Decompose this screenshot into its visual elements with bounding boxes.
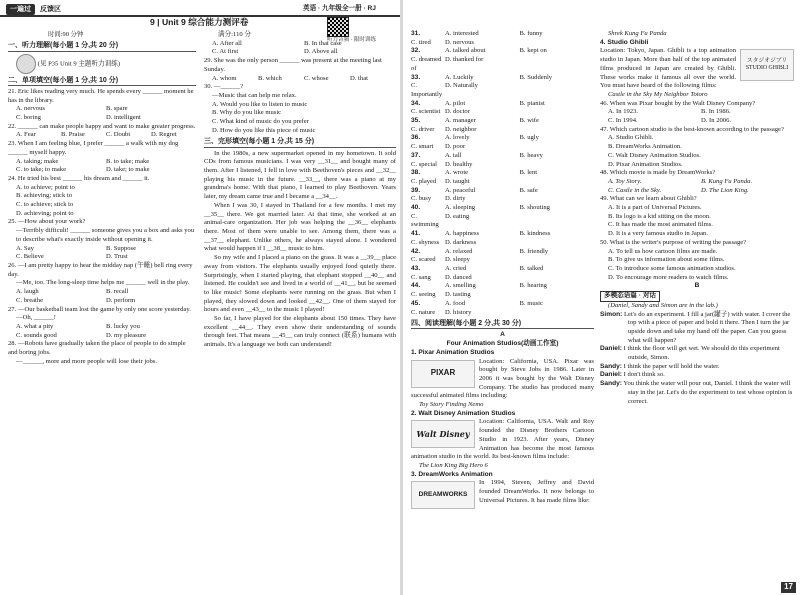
choice-number: 44. <box>411 282 421 290</box>
question-23: 23. When I am feeling blue, I prefer ______ a walk with my dog ______ myself happy. <box>8 140 179 156</box>
choice-option: C. played <box>411 177 437 185</box>
question-46: 46. When was Pixar bought by the Walt Disney Company? <box>600 99 756 107</box>
answer-option: B. Kung Fu Panda. <box>701 177 753 185</box>
question-49: 49. What can we learn about Ghibli? <box>600 195 697 203</box>
pixar-logo: PIXAR <box>411 360 475 388</box>
choice-number: 33. <box>411 73 421 81</box>
ghibli-logo: スタジオジブリ STUDIO GHIBLI <box>740 49 794 81</box>
cloze-choice-row <box>411 169 594 186</box>
choice-option: D. danced <box>445 273 472 281</box>
unit-title: 9 | Unit 9 综合能力测评卷 <box>150 17 249 27</box>
subject-label: 英语 · 九年级全一册 · RJ <box>303 5 376 12</box>
choice-option: A. cried <box>445 264 467 272</box>
answer-option: A. to achieve; point to <box>16 183 75 191</box>
listening-icon <box>16 54 36 74</box>
choice-option: C. dreamed of <box>411 56 442 72</box>
answer-option: C. Castle in the Sky. <box>608 186 662 194</box>
choice-number: 38. <box>411 169 421 177</box>
cloze-choice-row <box>411 117 594 134</box>
dialogue-line <box>600 380 794 406</box>
answer-option: A. Studio Ghibli. <box>608 134 654 142</box>
choice-option: B. lent <box>519 169 538 177</box>
answer-option: C. to achieve; stick to <box>16 201 74 209</box>
choice-number: 43. <box>411 264 421 272</box>
answer-option: D. To encourage more readers to watch films. <box>608 273 729 281</box>
answer-option: A. what a pity <box>16 322 54 330</box>
choice-option: D. thanked for <box>445 56 484 64</box>
question-50: 50. What is the writer's purpose of writing the passage? <box>600 238 747 246</box>
choice-number: 31. <box>411 30 421 37</box>
choice-option: C. swimming <box>411 212 439 229</box>
cloze-choice-row <box>411 74 594 100</box>
question-28: 28. —Robots have gradually taken the place of people to do simple and boring jobs. <box>8 340 186 357</box>
choice-option: B. friendly <box>519 247 549 255</box>
choice-number: 40. <box>411 204 421 212</box>
cloze-choice-row <box>411 187 594 204</box>
answer-option: C. Believe <box>16 253 44 261</box>
choice-number: 42. <box>411 247 421 255</box>
section-reading: 四、阅读理解(每小题 2 分,共 30 分) <box>411 319 594 329</box>
question-47: 47. Which cartoon studio is the best-known according to the passage? <box>600 125 784 133</box>
answer-option: D. perform <box>106 296 136 304</box>
choice-option: A. peaceful <box>445 186 476 194</box>
disney-heading: 2. Walt Disney Animation Studios <box>411 409 516 417</box>
dreamworks-films: Shrek Kung Fu Panda <box>608 30 667 37</box>
choice-option: A. pilot <box>445 99 466 107</box>
answer-option: B. achieving; stick to <box>16 192 73 200</box>
choice-option: A. lovely <box>445 134 470 142</box>
choice-number: 32. <box>411 47 421 55</box>
choice-option: B. heavy <box>519 151 543 159</box>
speaker-line: Let's do an experiment. I fill a jar(罐子) with water. I cover the top with a piece of paper and hold it there. Then I turn the jar upside down and take my hand off the paper. Can you guess what will happen? <box>624 310 791 344</box>
dialogue-line <box>600 345 794 362</box>
answer-option: B. DreamWorks Animation. <box>608 143 682 151</box>
answer-option: A. Toy Story. <box>608 177 642 185</box>
choice-option: D. healthy <box>445 160 473 168</box>
speaker-line: You think the water will pour out, Daniel. I think the water will stay in the jar. Let's do the experiment to test whose opinion is correct. <box>623 380 793 405</box>
choice-option: B. shouting <box>519 204 550 212</box>
question-30: 30. —______? <box>204 83 244 91</box>
choice-option: C. Importantly <box>411 82 443 98</box>
choice-option: A. happiness <box>445 230 480 238</box>
choice-option: A. manager <box>445 117 476 125</box>
answer-option: A. taking; make <box>16 157 59 165</box>
question-26: 26. —I am pretty happy to hear the midday nap (午睡) bell ring every day. <box>8 261 193 278</box>
section-listening: 一、听力理解(每小题 1 分,共 20 分) <box>8 41 196 51</box>
choice-option: C. scared <box>411 256 436 264</box>
passage-b-label: B <box>694 282 700 290</box>
disney-text: Location: California, USA. Walt and Roy founded the Disney Brothers Cartoon Studio in 1923. After years, Disney Animation has become the most famous animation studio in the world. Its best-known films include: <box>411 418 594 461</box>
choice-option: D. neighbor <box>445 125 477 133</box>
choice-number: 37. <box>411 151 421 159</box>
choice-option: C. seeing <box>411 291 436 299</box>
answer-option: C. It has made the most animated films. <box>608 221 713 229</box>
ghibli-text: Location: Tokyo, Japan. Ghibli is a top animation studio in Japan. More than half of the top animated films produced in Japan are created by Ghibli. These works make it famous all over the world. You must have heard of the following films: <box>600 47 736 90</box>
choice-option: C. special <box>411 160 438 168</box>
section-cloze: 三、完形填空(每小题 1 分,共 15 分) <box>204 137 396 147</box>
right-column-1 <box>411 30 594 587</box>
answer-option: C. sounds good <box>16 331 57 339</box>
answer-option: D. Pixar Animation Studios. <box>608 160 683 168</box>
answer-option: B. Praise <box>61 131 85 139</box>
cloze-paragraph-1: In the 1980s, a new supermarket opened in my hometown. It sold CDs from famous musicians. I was very __31__ and bought many of them. After I listened, I fell in love with Beethoven's pieces and __32__ playing his music in the future. __33__, there was a piano at my grandma's home. With that piano, I learned to play Beethoven. Years later, my dream came true and I became a __34__. <box>204 149 396 201</box>
choice-option: D. history <box>445 308 472 316</box>
cloze-choice-row <box>411 230 594 247</box>
qr-caption: 听力音频 · 限时训练 <box>327 37 376 43</box>
question-48: 48. Which movie is made by DreamWorks? <box>600 169 716 177</box>
answer-option: C. breathe <box>16 296 44 304</box>
answer-option: A. whom <box>212 74 237 82</box>
answer-option: D. The Lion King. <box>701 186 749 194</box>
listening-note: (见 P35 Unit 9 主题听力训练) <box>37 60 121 68</box>
answer-option: A. Fear <box>16 131 36 139</box>
choice-option: D. nervous <box>445 38 474 46</box>
left-column-2: 听力音频 · 限时训练 满分:110 分 A. After all B. In that case C. At first D. Above all 29. She was the only person ______ was present at the meeting last Sunday. A. whom B. which C. whose D. that 30. —______? —Music that can help me relax. A. Would you like to listen to music B. Why do you like music C. What kind of music do you prefer D. How do you like this piece of music 三、完形填空(每小题 1 分,共 15 分) In the 1980s, a new supermarket opened in my hometown. It sold CDs from famous musicians. I was very __31__ and bought many of them. After I listened, I fell in love with Beethoven's pieces and __32__ playing his music in the future. __33__, there was a piano at my grandma's home. With that piano, I learned to play Beethoven. Years later, my dream came true and I became a __34__. When I was 30, I stayed in Thailand for a few months. I met my __35__ there. We got married later. At that time, she worked at an animal-care organization. Her job was helping the __36__ elephants there. Most of them were unable to see. Among them, there was a __37__ elephant. Unlike others, he always stayed alone. I wondered what would happen if I __38__ music to him. So my wife and I placed a piano on the grass. It was a __39__ place away from visitors. The elephants usually enjoyed food quietly there. Surprisingly, when I started playing, that elephant stopped __40__ and listened. He couldn't see and lived in a world of __41__, but he seemed to like music! Some elephants were running on the grass. But when I played, they slowed down and looked __42__. One of them stayed for hours and even __43__ to the music I played! So far, I have played for the elephants about 150 times. They have excellent __44__. They even show their understanding of sounds through feet. That means __45__ can truly connect (联系) humans with animals. It's a language we both can understand! <box>204 31 396 587</box>
cloze-paragraph-4: So far, I have played for the elephants about 150 times. They have excellent __44__. They even show their understanding of sounds through feet. That means __45__ can truly connect (联系) humans with animals. It's a language we both can understand! <box>204 315 396 349</box>
choice-number: 36. <box>411 134 421 142</box>
answer-option: B. In that case <box>304 39 342 47</box>
answer-option: C. to take; to make <box>16 166 66 174</box>
cloze-paragraph-3: So my wife and I placed a piano on the grass. It was a __39__ place away from visitors. The elephants usually enjoyed food quietly there. Surprisingly, when I started playing, that elephant stopped __40__ and listened. He couldn't see and lived in a world of __41__, but he seemed to like music! Some elephants were running on the grass. But when I played, they slowed down and looked __42__. One of them stayed for hours and even __43__ to the music I played! <box>204 254 396 314</box>
answer-option: D. It is a very famous studio in Japan. <box>608 230 708 238</box>
question-25: 25. —How about your work? <box>8 218 86 226</box>
pixar-heading: 1. Pixar Animation Studios <box>411 348 495 356</box>
choice-number: 34. <box>411 99 421 107</box>
dreamworks-logo: DREAMWORKS <box>411 481 475 509</box>
answer-option: C. In 1994. <box>608 117 638 125</box>
answer-option: B. lucky you <box>106 322 140 330</box>
answer-option: B. Suppose <box>106 244 137 252</box>
pixar-text: Location: California, USA. Pixar was bought by Steve Jobs in 1986. Later in 2006 it was bought by the Walt Disney Company. The studio has produced many successful animated films including: <box>411 357 594 400</box>
full-score: 满分:110 分 <box>218 31 251 38</box>
cloze-choice-row <box>411 100 594 117</box>
choice-option: B. funny <box>519 30 543 37</box>
answer-option: B. which <box>258 74 282 82</box>
choice-option: A. food <box>445 299 466 307</box>
choice-option: C. busy <box>411 195 432 203</box>
choice-option: D. tasting <box>445 291 471 299</box>
qr-code-block <box>327 17 376 44</box>
dreamworks-heading: 3. DreamWorks Animation <box>411 470 493 478</box>
answer-option: C. whose <box>304 74 329 82</box>
answer-option: D. achieving; point to <box>16 209 74 217</box>
choice-option: C. sang <box>411 273 431 281</box>
pixar-films: Toy Story Finding Nemo <box>419 401 484 409</box>
cloze-choice-row <box>411 204 594 230</box>
cloze-choice-row <box>411 47 594 73</box>
answer-option: A. It is a part of Universal Pictures. <box>608 204 702 212</box>
qr-code-icon <box>327 17 349 37</box>
choice-option: B. music <box>519 299 543 307</box>
choice-option: B. hearing <box>519 282 547 290</box>
answer-option: A. Say <box>16 244 34 252</box>
answer-option: B. To give us information about some films. <box>608 256 725 264</box>
answer-option: D. Regret <box>151 131 177 139</box>
choice-option: A. tall <box>445 151 462 159</box>
speaker-name: Simon: <box>600 310 623 318</box>
choice-option: D. Naturally <box>445 82 478 90</box>
dialogue-line <box>600 371 794 380</box>
answer-option: D. Trust <box>106 253 128 261</box>
cloze-choice-row <box>411 152 594 169</box>
right-header <box>303 2 800 15</box>
choice-option: A. relaxed <box>445 247 473 255</box>
tag-label: 反馈区 <box>40 6 61 13</box>
answer-option: A. nervous <box>16 105 45 113</box>
dreamworks-text: In 1994, Steven, Jeffrey and David founded DreamWorks. It now belongs to Universal Pictures. It has made films like: <box>479 479 594 504</box>
cloze-choice-row <box>411 300 594 317</box>
choice-option: B. talked <box>519 264 544 272</box>
right-column-2 <box>600 30 794 587</box>
choice-option: A. talked about <box>445 47 486 55</box>
question-22: 22. ______ can make people happy and want to make greater progress. <box>8 122 196 130</box>
answer-option: C. Doubt <box>106 131 131 139</box>
answer-option: C. boring <box>16 114 41 122</box>
left-column-1: 时间:90 分钟 一、听力理解(每小题 1 分,共 20 分) (见 P35 Unit 9 主题听力训练) 二、单项填空(每小题 1 分,共 10 分) 21. Eric likes reading very much. He spends every ______ moment he has in the library. A. nervous B. spare C. boring D. intelligent 22. ______ can make people happy and want to make greater progress. A. Fear B. Praise C. Doubt D. Regret 23. When I am feeling blue, I prefer ______ a walk with my dog ______ myself happy. A. taking; make B. to take; make C. to take; to make D. take; to make 24. He tried his best ______ his dream and ______ it. A. to achieve; point to B. achieving; stick to C. to achieve; stick to D. achieving; point to 25. —How about your work? —Terribly difficult! ______ someone gives you a box and asks you to describe what's exactly inside without opening it. A. Say B. Suppose C. Believe D. Trust 26. —I am pretty happy to hear the midday nap (午睡) bell ring every day. —Me, too. The long-sleep time helps me ______ well in the play. A. laugh B. recall C. breathe D. perform 27. —Our basketball team lost the game by only one score yesterday. —Oh, ______! A. what a pity B. lucky you C. sounds good D. my pleasure 28. —Robots have gradually taken the place of people to do simple and boring jobs. —______, more and more people will lose their jobs. <box>8 31 196 365</box>
answer-option: D. my pleasure <box>106 331 147 339</box>
dialogue <box>600 311 794 407</box>
answer-option: D. How do you like this piece of music <box>212 126 316 134</box>
choice-option: D. poor <box>445 143 466 151</box>
choice-option: C. shyness <box>411 238 440 246</box>
speaker-line: I think the paper will hold the water. <box>623 362 720 370</box>
cloze-choice-row <box>411 282 594 299</box>
choice-option: D. sleepy <box>445 256 470 264</box>
choice-option: A. interested <box>445 30 479 37</box>
speaker-line: I don't think so. <box>623 371 665 379</box>
answer-option: D. intelligent <box>106 114 141 122</box>
speaker-name: Sandy: <box>600 362 622 370</box>
answer-option: A. To tell us how cartoon films are made. <box>608 247 718 255</box>
answer-option: B. In 1986. <box>701 108 731 116</box>
choice-option: C. smart <box>411 143 434 151</box>
choice-number: 41. <box>411 230 421 238</box>
question-29: 29. She was the only person ______ was present at the meeting last Sunday. <box>204 57 382 73</box>
section-single-choice: 二、单项填空(每小题 1 分,共 10 分) <box>8 76 196 86</box>
answer-option: B. spare <box>106 105 128 113</box>
answer-option: D. Above all <box>304 48 338 56</box>
cloze-choice-row <box>411 134 594 151</box>
dialogue-line <box>600 311 794 346</box>
choice-option: B. ugly <box>519 134 539 142</box>
answer-option: D. take; to make <box>106 166 150 174</box>
choice-option: B. wife <box>519 117 539 125</box>
choice-option: D. darkness <box>445 238 477 246</box>
answer-option: B. recall <box>106 288 129 296</box>
choice-option: D. taught <box>445 177 470 185</box>
answer-option: D. In 2006. <box>701 117 732 125</box>
speaker-name: Sandy: <box>600 380 622 388</box>
choice-number: 39. <box>411 186 421 194</box>
passage-b-tag: 多模态语篇 · 对话 <box>600 291 660 302</box>
choice-option: C. tired <box>411 38 431 46</box>
choice-option: B. Suddenly <box>519 73 553 81</box>
choice-number: 35. <box>411 117 421 125</box>
choice-option: C. scientist <box>411 108 441 116</box>
cloze-paragraph-2: When I was 30, I stayed in Thailand for a few months. I met my __35__ there. We got married later. At that time, she worked at an animal-care organization. Her job was helping the __36__ elephants there. Most of them were unable to see. Among them, there was a __37__ elephant. Unlike others, he always stayed alone. I wondered what would happen if I __38__ music to him. <box>204 201 396 253</box>
brand-badge: 一遍过 <box>6 4 35 15</box>
answer-option: C. What kind of music do you prefer <box>212 118 309 126</box>
choice-option: C. nature <box>411 308 436 316</box>
answer-option: B. Why do you like music <box>212 109 282 117</box>
dialogue-line <box>600 363 794 372</box>
cloze-choice-row <box>411 30 594 47</box>
cloze-choice-row <box>411 265 594 282</box>
answer-option: A. laugh <box>16 288 39 296</box>
choice-option: A. smelling <box>445 282 476 290</box>
page-number: 17 <box>781 582 796 593</box>
speaker-name: Daniel: <box>600 345 622 353</box>
answer-option: D. that <box>350 74 368 82</box>
answer-option: A. Would you like to listen to music <box>212 100 308 108</box>
speaker-name: Daniel: <box>600 371 622 379</box>
ghibli-films: Castle in the Sky My Neighbor Totoro <box>608 90 708 98</box>
answer-option: C. Walt Disney Animation Studios. <box>608 151 701 159</box>
ghibli-heading: 4. Studio Ghibli <box>600 38 649 46</box>
choice-option: A. sleeping <box>445 204 476 212</box>
question-27: 27. —Our basketball team lost the game by only one score yesterday. <box>8 305 191 313</box>
passage-b-intro: (Daniel, Sandy and Simon are in the lab.) <box>608 301 718 309</box>
speaker-line: I think the floor will get wet. We should do this experiment outside, Simon. <box>623 345 780 362</box>
choice-option: B. kept on <box>519 47 547 55</box>
answer-option: A. In 1923. <box>608 108 639 116</box>
time-limit: 时间:90 分钟 <box>48 31 84 38</box>
answer-option: A. After all <box>212 39 242 47</box>
choice-option: A. Luckily <box>445 73 474 81</box>
question-24: 24. He tried his best ______ his dream and ______ it. <box>8 174 150 182</box>
answer-option: C. At first <box>212 48 239 56</box>
answer-option: B. to take; make <box>106 157 150 165</box>
disney-films: The Lion King Big Hero 6 <box>419 461 488 469</box>
cloze-choice-row <box>411 248 594 265</box>
choice-option: A. wrote <box>445 169 469 177</box>
passage-a-title: Four Animation Studios(动画工作室) <box>446 340 559 348</box>
question-21: 21. Eric likes reading very much. He spends every ______ moment he has in the library. <box>8 87 194 104</box>
choice-option: D. doctor <box>445 108 470 116</box>
disney-logo: Walt Disney <box>411 420 475 448</box>
choice-number: 45. <box>411 299 421 307</box>
choice-option: B. kindness <box>519 230 551 238</box>
choice-option: B. safe <box>519 186 538 194</box>
cloze-choices <box>411 30 594 317</box>
choice-option: B. pianist <box>519 99 545 107</box>
choice-option: D. eating <box>445 212 470 220</box>
choice-option: C. driver <box>411 125 435 133</box>
answer-option: C. To introduce some famous animation studios. <box>608 264 736 272</box>
answer-option: B. Its logo is a kid sitting on the moon. <box>608 212 711 220</box>
choice-option: D. dirty <box>445 195 466 203</box>
passage-a-label: A <box>500 331 505 339</box>
